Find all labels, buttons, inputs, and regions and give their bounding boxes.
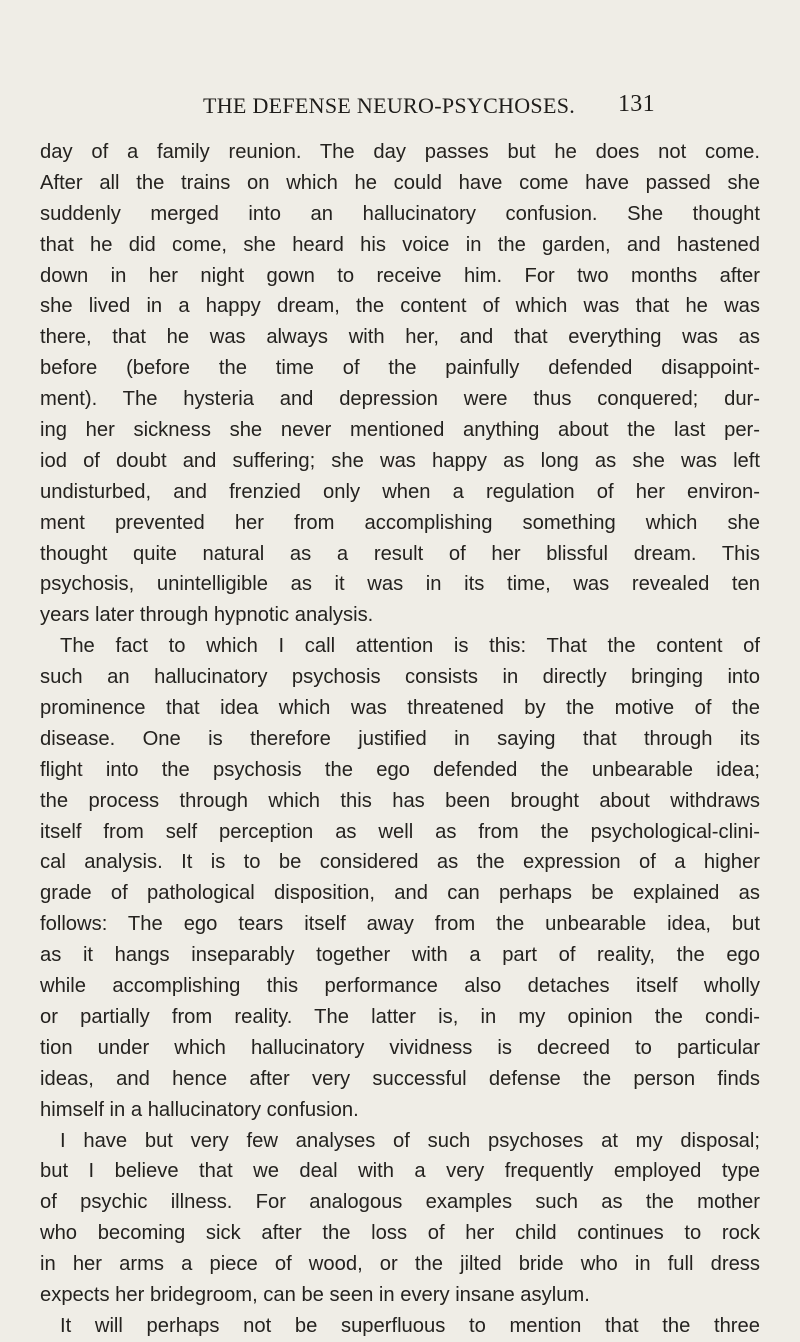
text-line: grade of pathological disposition, and can perhaps be explained as — [40, 882, 760, 905]
running-title: THE DEFENSE NEURO-PSYCHOSES. — [203, 93, 576, 118]
text-line: follows: The ego tears itself away from the unbearable idea, but — [40, 913, 760, 936]
text-line: such an hallucinatory psychosis consists in directly bringing into — [40, 666, 760, 689]
text-line: years later through hypnotic analysis. — [40, 604, 374, 627]
body-text — [40, 137, 760, 1342]
text-line: that he did come, she heard his voice in the garden, and hastened — [40, 233, 760, 256]
text-line: ment). The hysteria and depression were thus conquered; dur- — [40, 388, 760, 411]
text-line: before (before the time of the painfully defended disappoint- — [40, 357, 760, 380]
text-line: suddenly merged into an hallucinatory confusion. She thought — [40, 202, 760, 225]
text-line: I have but very few analyses of such psychoses at my disposal; — [60, 1129, 760, 1152]
text-line: iod of doubt and suffering; she was happy as long as she was left — [40, 449, 760, 472]
text-line: while accomplishing this performance also detaches itself wholly — [40, 975, 760, 998]
text-line: who becoming sick after the loss of her child continues to rock — [40, 1222, 760, 1245]
text-line: down in her night gown to receive him. For two months after — [40, 264, 760, 287]
text-line: there, that he was always with her, and that everything was as — [40, 326, 760, 349]
text-line: or partially from reality. The latter is, in my opinion the condi- — [40, 1005, 760, 1028]
text-line: The fact to which I call attention is this: That the content of — [60, 635, 760, 658]
text-line: psychosis, unintelligible as it was in its time, was revealed ten — [40, 573, 760, 596]
text-line: tion under which hallucinatory vividness is decreed to particular — [40, 1036, 760, 1059]
text-line: After all the trains on which he could have come have passed she — [40, 171, 760, 194]
text-line: thought quite natural as a result of her blissful dream. This — [40, 542, 760, 565]
text-line: expects her bridegroom, can be seen in every insane asylum. — [40, 1283, 590, 1306]
text-line: undisturbed, and frenzied only when a regulation of her environ- — [40, 480, 760, 503]
text-line: himself in a hallucinatory confusion. — [40, 1098, 359, 1121]
text-line: ideas, and hence after very successful defense the person finds — [40, 1067, 760, 1090]
page-number: 131 — [618, 91, 655, 117]
text-line: but I believe that we deal with a very frequently employed type — [40, 1160, 760, 1183]
text-line: ing her sickness she never mentioned anything about the last per- — [40, 419, 760, 442]
text-line: day of a family reunion. The day passes but he does not come. — [40, 141, 760, 163]
text-line: the process through which this has been brought about withdraws — [40, 789, 760, 812]
text-line: as it hangs inseparably together with a part of reality, the ego — [40, 944, 760, 967]
text-line: itself from self perception as well as from the psychological-clini- — [40, 820, 760, 843]
text-line: flight into the psychosis the ego defended the unbearable idea; — [40, 758, 760, 781]
text-line: disease. One is therefore justified in saying that through its — [40, 727, 760, 750]
text-line: she lived in a happy dream, the content of which was that he was — [40, 295, 760, 318]
text-line: prominence that idea which was threatened by the motive of the — [40, 697, 760, 720]
text-line: in her arms a piece of wood, or the jilted bride who in full dress — [40, 1253, 760, 1276]
text-line: It will perhaps not be superfluous to mention that the three — [60, 1314, 760, 1337]
running-head — [203, 93, 683, 123]
text-line: cal analysis. It is to be considered as the expression of a higher — [40, 851, 760, 874]
text-line: ment prevented her from accomplishing something which she — [40, 511, 760, 534]
text-line: of psychic illness. For analogous examples such as the mother — [40, 1191, 760, 1214]
